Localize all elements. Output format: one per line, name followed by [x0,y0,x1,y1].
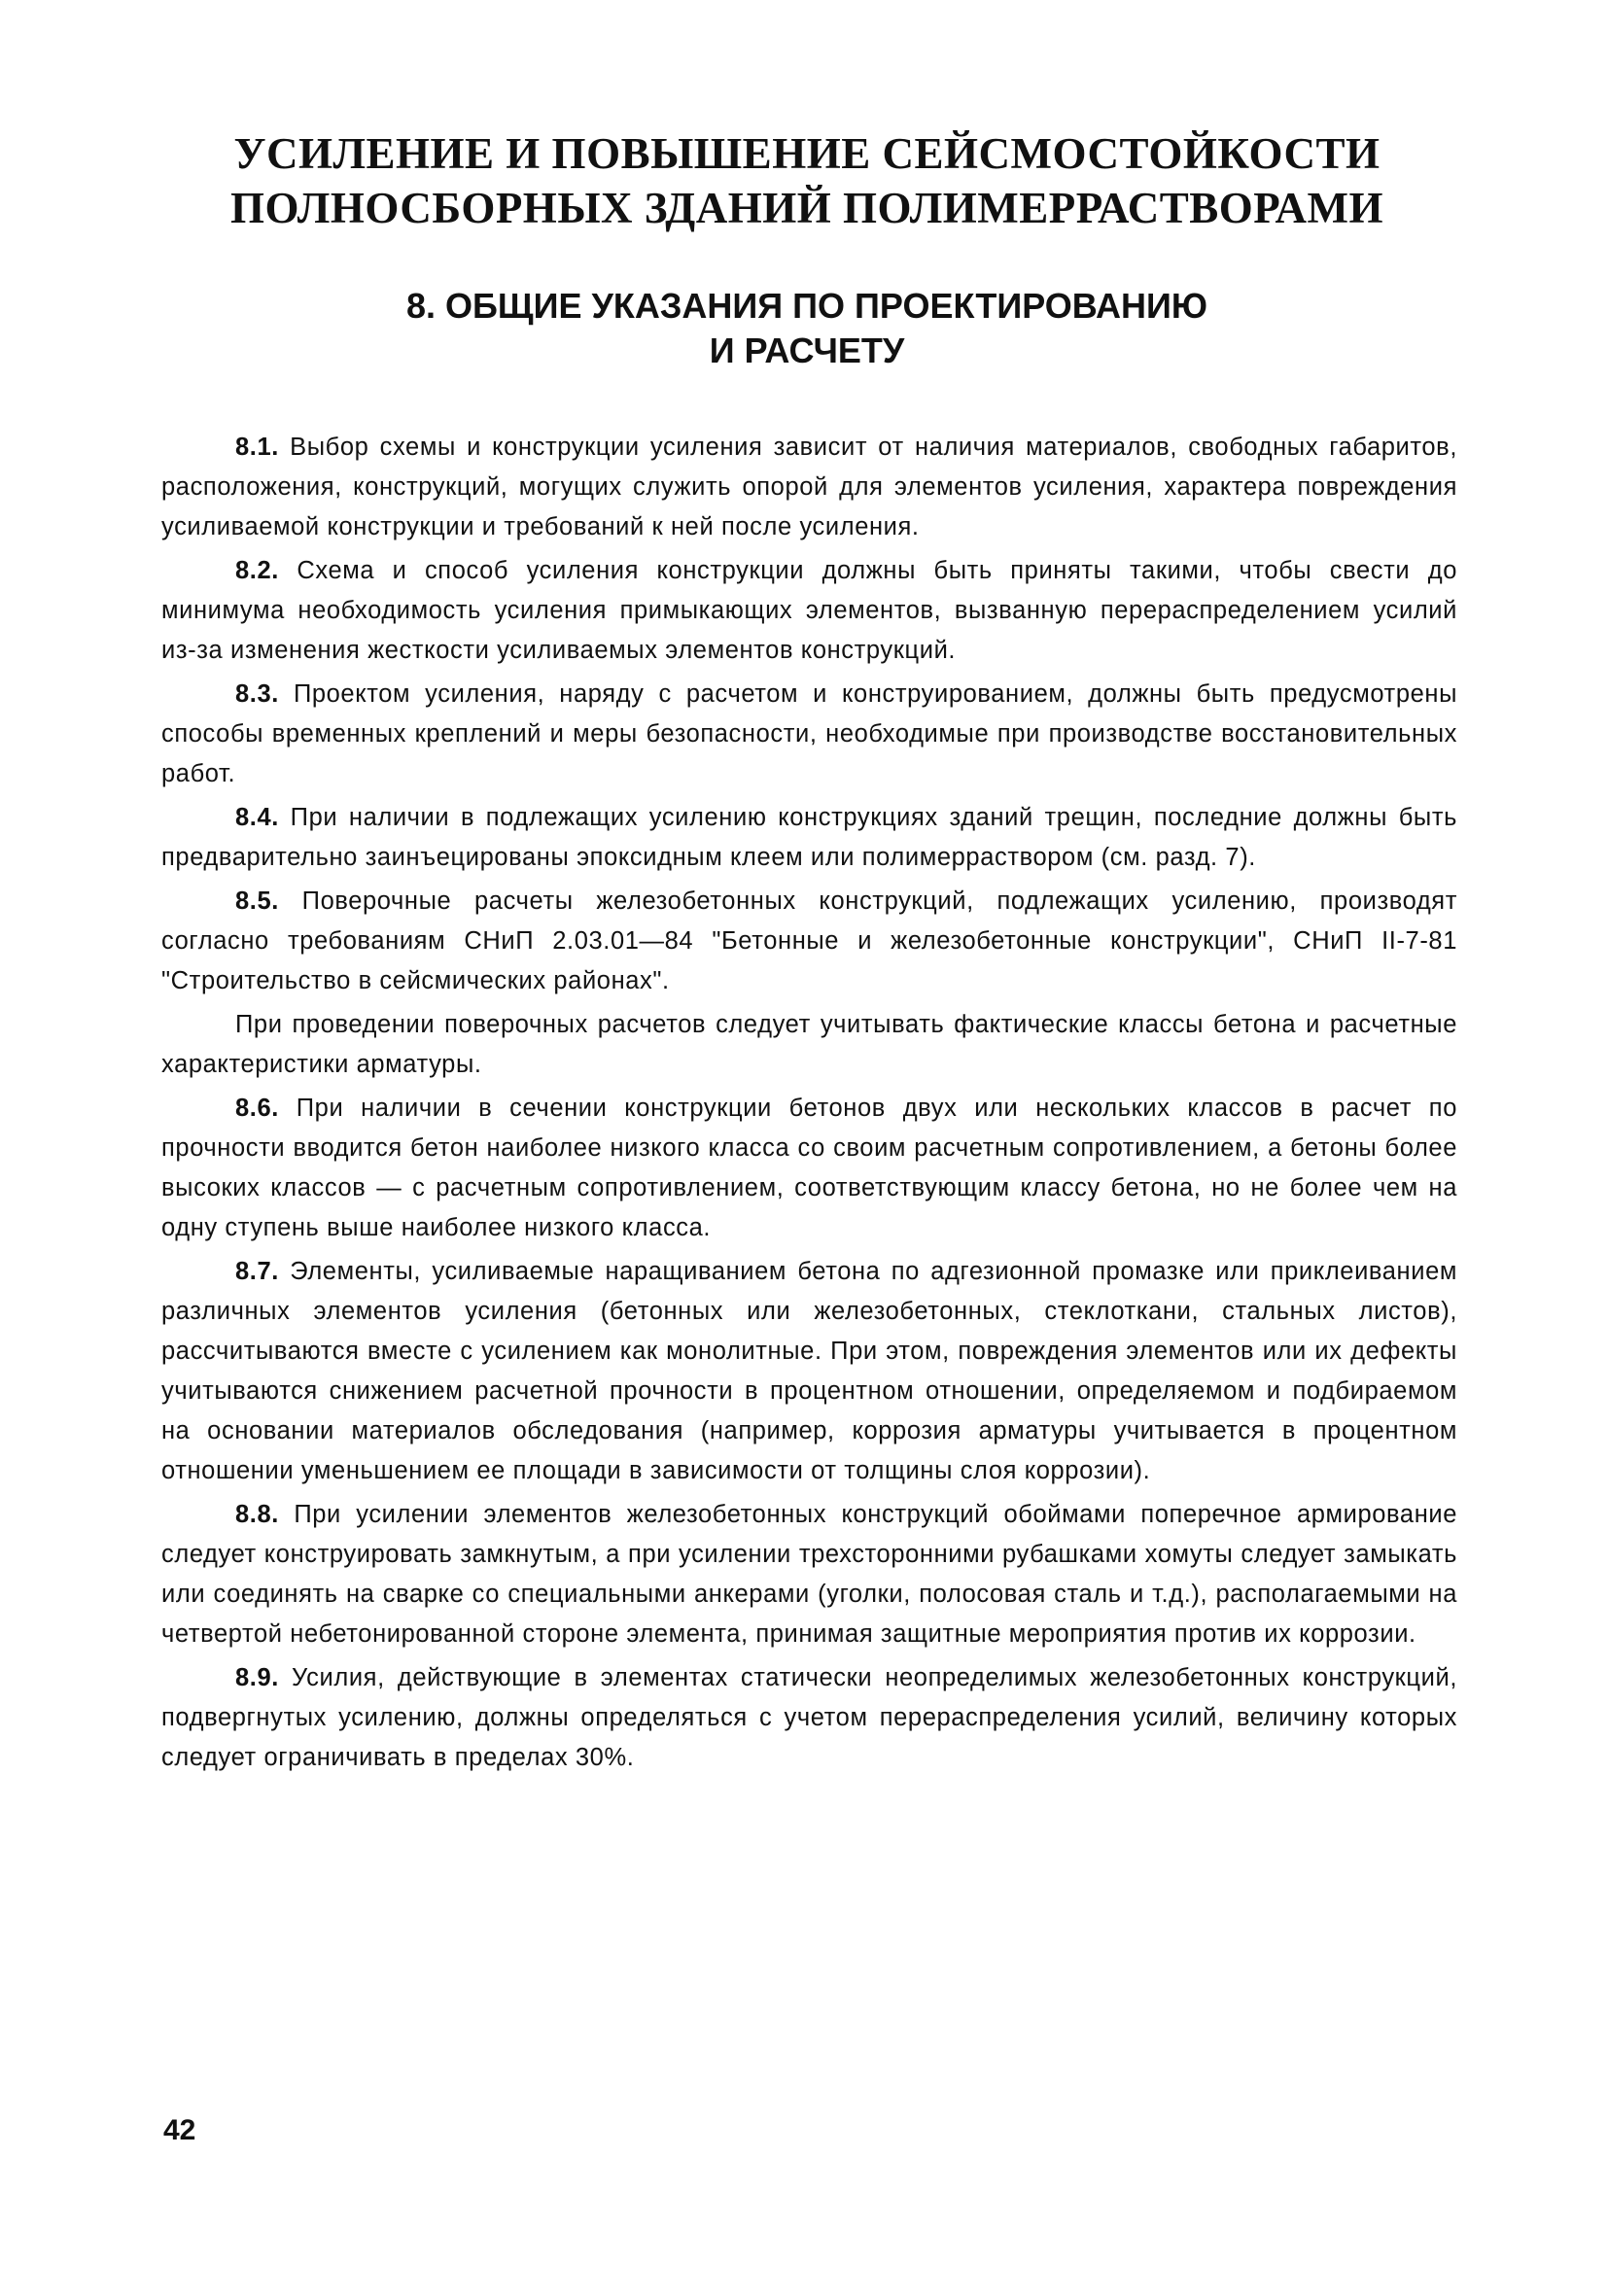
page-title-line-1: УСИЛЕНИЕ И ПОВЫШЕНИЕ СЕЙСМОСТОЙКОСТИ [233,129,1381,178]
paragraph-text: При проведении поверочных расчетов следует учитывать фактические классы бетона и расчетные характеристики арматуры. [161,1011,1457,1078]
paragraph-8-9 [161,1658,1457,1778]
paragraph-8-5 [161,882,1457,1001]
paragraph-8-8 [161,1495,1457,1654]
paragraph-8-6 [161,1089,1457,1248]
page-number: 42 [163,2114,196,2146]
section-heading-line-1: 8. ОБЩИЕ УКАЗАНИЯ ПО ПРОЕКТИРОВАНИЮ [406,286,1207,326]
page-title-line-2: ПОЛНОСБОРНЫХ ЗДАНИЙ ПОЛИМЕРРАСТВОРАМИ [230,184,1383,232]
paragraph-text: Усилия, действующие в элементах статически неопределимых железобетонных конструкций, подвергнутых усилению, должны определяться с учетом перераспределения усилий, величину которых следует ограничивать в пределах 30%. [161,1664,1458,1771]
paragraph-text: Проектом усиления, наряду с расчетом и конструированием, должны быть предусмотрены способы временных креплений и меры безопасности, необходимые при производстве восстановительных работ. [161,680,1458,787]
paragraph-text: Поверочные расчеты железобетонных конструкций, подлежащих усилению, производят согласно требованиям СНиП 2.03.01—84 "Бетонные и железобетонные конструкции", СНиП II-7-81 "Строительство в сейсмических районах". [161,887,1457,994]
paragraph-number: 8.9. [235,1664,279,1691]
paragraph-text: При наличии в подлежащих усилению конструкциях зданий трещин, последние должны быть предварительно заинъецированы эпоксидным клеем или полимерраствором (см. разд. 7). [161,804,1458,871]
section-heading-line-2: И РАСЧЕТУ [709,330,905,370]
paragraph-number: 8.3. [235,680,279,708]
paragraph-number: 8.5. [235,887,279,915]
page-title [156,126,1458,235]
paragraph-number: 8.6. [235,1095,279,1122]
paragraph-number: 8.8. [235,1501,279,1528]
paragraph-text: Элементы, усиливаемые наращиванием бетона по адгезионной промазке или приклеиванием различных элементов усиления (бетонных или железобетонных, стеклоткани, стальных листов), рассчитываются вместе с усилением как монолитные. При этом, повреждения элементов или их дефекты учитываются снижением расчетной прочности в процентном отношении, определяемом и подбираемом на основании материалов обследования (например, коррозия арматуры учитывается в процентном отношении уменьшением ее площади в зависимости от толщины слоя коррозии). [161,1258,1458,1484]
paragraph-8-7 [161,1252,1457,1491]
body-text [161,428,1457,1782]
paragraph-8-3 [161,675,1457,794]
paragraph-8-5-continued [161,1005,1457,1085]
paragraph-number: 8.2. [235,557,279,584]
paragraph-8-1 [161,428,1457,547]
paragraph-text: При усилении элементов железобетонных конструкций обоймами поперечное армирование следует конструировать замкнутым, а при усилении трехсторонними рубашками хомуты следует замыкать или соединять на сварке со специальными анкерами (уголки, полосовая сталь и т.д.), располагаемыми на четвертой небетонированной стороне элемента, принимая защитные мероприятия против их коррозии. [161,1501,1458,1648]
paragraph-text: При наличии в сечении конструкции бетонов двух или нескольких классов в расчет по прочности вводится бетон наиболее низкого класса со своим расчетным сопротивлением, а бетоны более высоких классов — с расчетным сопротивлением, соответствующим классу бетона, но не более чем на одну ступень выше наиболее низкого класса. [161,1095,1457,1241]
section-heading [156,284,1458,373]
paragraph-number: 8.1. [235,434,279,461]
paragraph-text: Выбор схемы и конструкции усиления зависит от наличия материалов, свободных габаритов, расположения, конструкций, могущих служить опорой для элементов усиления, характера повреждения усиливаемой конструкции и требований к ней после усиления. [161,434,1457,540]
paragraph-number: 8.7. [235,1258,279,1285]
paragraph-8-2 [161,551,1457,671]
paragraph-number: 8.4. [235,804,279,831]
paragraph-text: Схема и способ усиления конструкции должны быть приняты такими, чтобы свести до минимума необходимость усиления примыкающих элементов, вызванную перераспределением усилий из-за изменения жесткости усиливаемых элементов конструкций. [161,557,1457,664]
paragraph-8-4 [161,798,1457,878]
